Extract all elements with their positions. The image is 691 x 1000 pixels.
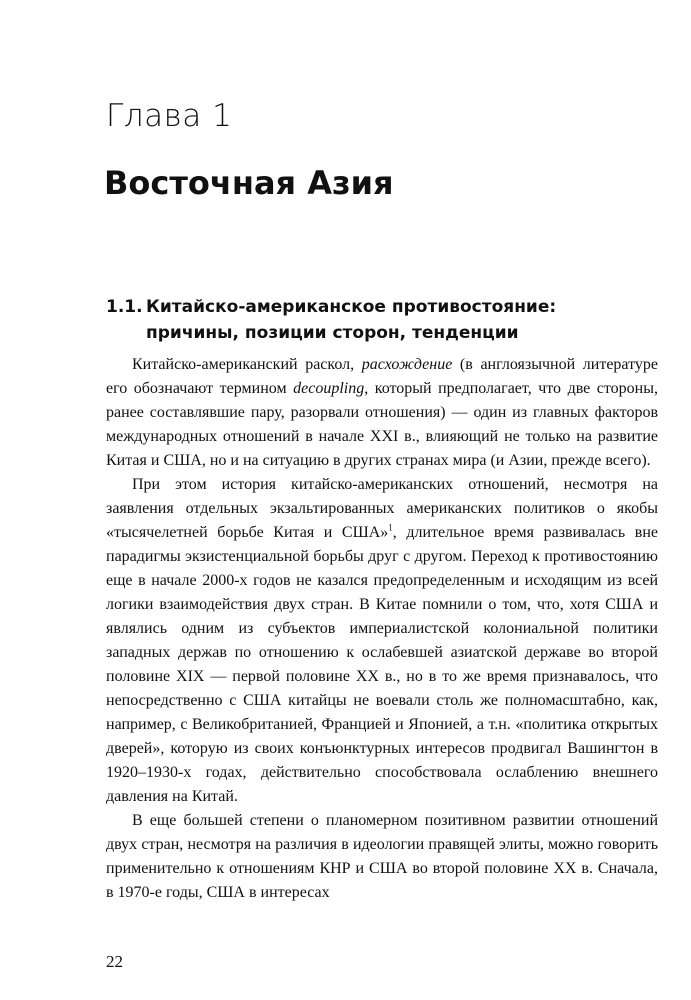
section-number: 1.1.: [106, 297, 143, 317]
chapter-title: Восточная Азия: [104, 164, 394, 202]
paragraph-text: , который предполагает, что две стороны, ранее составлявшие пару, разорвали отношения) — один из главных факторов международных отношений в начале XXI в., влияющий не только на развитие Китая и США, но и на ситуацию в других странах мира (и Азии, прежде всего).: [106, 380, 658, 469]
section-title-line1: Китайско-американское противостояние:: [146, 297, 557, 317]
section-title-line2: причины, позиции сторон, тенденции: [146, 323, 519, 343]
paragraph-text: При этом история китайско-американских отношений, несмотря на заявления отдельных экзальтированных американских политиков о якобы «тысячелетней борьбе Китая и США»: [106, 476, 658, 541]
paragraph-text: Китайско-американский раскол,: [132, 356, 362, 373]
paragraph-3: [106, 809, 658, 905]
paragraph-1: [106, 353, 658, 473]
italic-term: расхождение: [361, 356, 453, 373]
body-text: [106, 353, 658, 905]
section-heading: [106, 294, 666, 346]
italic-term: decoupling: [293, 380, 365, 397]
chapter-label: Глава 1: [106, 98, 233, 134]
paragraph-text: (в англоязычной литературе его обозначают термином: [106, 356, 658, 397]
paragraph-text: , длительное время развивалась вне парадигмы экзистенциальной борьбы друг с другом. Переход к противостоянию еще в начале 2000-х годов не казался предопределенным и исходящим из всей логики взаимодействия двух стран. В Китае помнили о том, что, хотя США и являлись одним из субъектов империалистской колониальной политики западных держав по отношению к ослабевшей азиатской державе во второй половине XIX — первой половине XX в., но в то же время признавалось, что непосредственно с США китайцы не воевали столь же полномасштабно, как, например, с Великобританией, Францией и Японией, а т.н. «политика открытых дверей», которую из своих конъюнктурных интересов продвигал Вашингтон в 1920–1930-х годах, действительно способствовала ослаблению внешнего давления на Китай.: [106, 524, 659, 805]
footnote-marker: 1: [388, 522, 393, 533]
paragraph-text: В еще большей степени о планомерном позитивном развитии отношений двух стран, несмотря на различия в идеологии правящей элиты, можно говорить применительно к отношениям КНР и США во второй половине XX в. Сначала, в 1970-е годы, США в интересах: [106, 812, 658, 901]
page-number: 22: [106, 952, 123, 971]
paragraph-2: [106, 473, 658, 809]
